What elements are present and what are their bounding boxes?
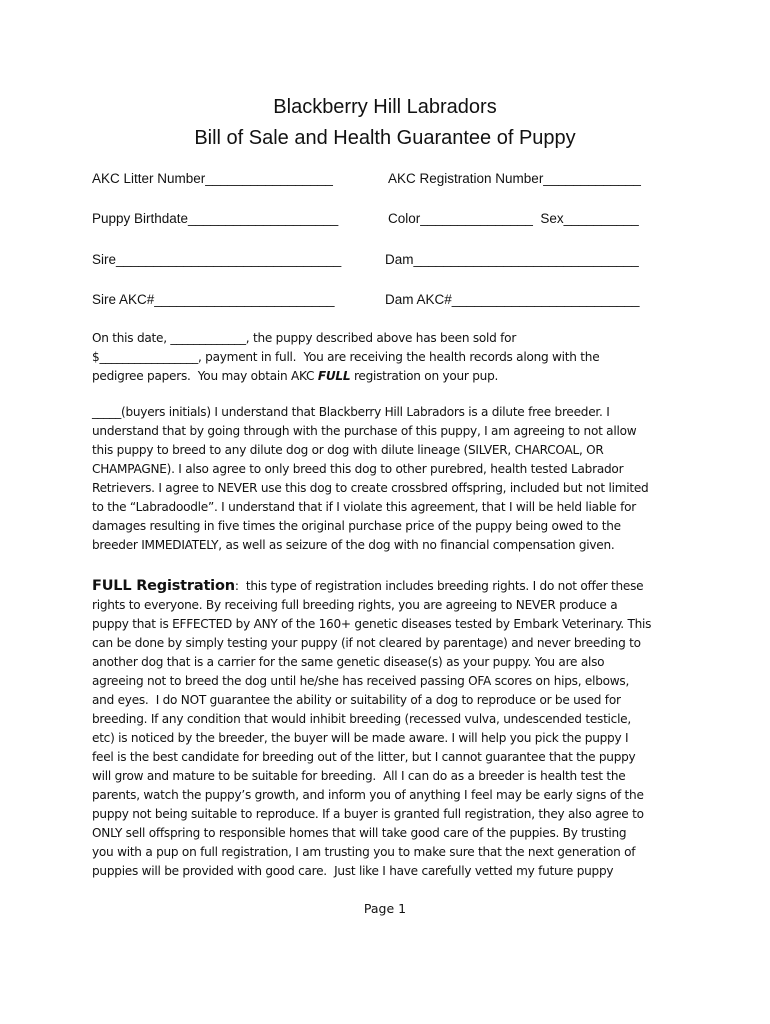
dam-akc-field: Dam AKC#_________________________	[385, 292, 640, 307]
full-emphasis: FULL	[317, 369, 351, 383]
dilute-line: Retrievers. I agree to NEVER use this dog to create crossbred offspring, included but not limited	[92, 481, 649, 495]
full-registration-line: will grow and mature to be suitable for breeding. All I can do as a breeder is health test the	[92, 769, 626, 783]
sale-text: registration on your pup.	[350, 369, 499, 383]
full-registration-paragraph	[92, 577, 692, 881]
page-subtitle: Bill of Sale and Health Guarantee of Puppy	[194, 127, 576, 149]
full-registration-line: can be done by simply testing your puppy (if not cleared by parentage) and never breeding to	[92, 636, 641, 650]
dilute-line: breeder IMMEDIATELY, as well as seizure of the dog with no financial compensation given.	[92, 538, 615, 552]
page-title: Blackberry Hill Labradors	[273, 96, 497, 118]
full-registration-line: puppies will be provided with good care. Just like I have carefully vetted my future puppy	[92, 864, 614, 878]
full-registration-heading: FULL Registration	[92, 578, 235, 594]
sale-text: pedigree papers. You may obtain AKC	[92, 369, 318, 383]
sale-line	[92, 367, 692, 386]
sale-line: $_________________, payment in full. You are receiving the health records along with the	[92, 350, 600, 364]
full-registration-line: ONLY sell offspring to responsible homes that will take good care of the puppies. By trusting	[92, 826, 627, 840]
sire-akc-field: Sire AKC#________________________	[92, 292, 335, 307]
sire-field: Sire______________________________	[92, 252, 342, 267]
full-registration-line: agreeing not to breed the dog until he/she has received passing OFA scores on hips, elbows,	[92, 674, 630, 688]
full-registration-line: puppy not being suitable to reproduce. If a buyer is granted full registration, they also agree to	[92, 807, 644, 821]
dilute-agreement-paragraph	[92, 403, 692, 555]
dilute-line: this puppy to breed to any dilute dog or dog with dilute lineage (SILVER, CHARCOAL, OR	[92, 443, 604, 457]
full-registration-line: and eyes. I do NOT guarantee the ability or suitability of a dog to reproduce or be used for	[92, 693, 621, 707]
full-registration-line: puppy that is EFFECTED by ANY of the 160+ genetic diseases tested by Embark Veterinary. This	[92, 617, 652, 631]
full-registration-line: rights to everyone. By receiving full breeding rights, you are agreeing to NEVER produce a	[92, 598, 618, 612]
dilute-line: damages resulting in five times the original purchase price of the puppy being owed to the	[92, 519, 621, 533]
color-sex-field: Color_______________ Sex__________	[388, 211, 639, 226]
dilute-line: understand that by going through with the purchase of this puppy, I am agreeing to not allow	[92, 424, 637, 438]
sale-paragraph	[92, 329, 692, 386]
full-registration-line	[92, 577, 692, 596]
full-registration-line: feel is the best candidate for breeding out of the litter, but I cannot guarantee that the puppy	[92, 750, 636, 764]
dilute-line: to the “Labradoodle”. I understand that if I violate this agreement, that I will be held liable for	[92, 500, 636, 514]
sale-line: On this date, _____________, the puppy described above has been sold for	[92, 331, 517, 345]
dilute-line: CHAMPAGNE). I also agree to only breed this dog to other purebred, health tested Labrador	[92, 462, 624, 476]
full-registration-line: etc) is noticed by the breeder, the buyer will be made aware. I will help you pick the puppy I	[92, 731, 629, 745]
puppy-birthdate-field: Puppy Birthdate____________________	[92, 211, 339, 226]
full-registration-line: parents, watch the puppy’s growth, and inform you of anything I feel may be early signs of the	[92, 788, 644, 802]
dilute-line: _____(buyers initials) I understand that Blackberry Hill Labradors is a dilute free breeder. I	[92, 405, 610, 419]
dam-field: Dam______________________________	[385, 252, 639, 267]
full-registration-line: breeding. If any condition that would inhibit breeding (recessed vulva, undescended testicle,	[92, 712, 631, 726]
page-number: Page 1	[363, 901, 407, 916]
akc-registration-number-field: AKC Registration Number_____________	[388, 171, 641, 186]
full-registration-line: you with a pup on full registration, I am trusting you to make sure that the next generation of	[92, 845, 636, 859]
full-registration-line: another dog that is a carrier for the same genetic disease(s) as your puppy. You are also	[92, 655, 605, 669]
full-registration-text: : this type of registration includes breeding rights. I do not offer these	[234, 579, 644, 593]
akc-litter-number-field: AKC Litter Number_________________	[92, 171, 333, 186]
